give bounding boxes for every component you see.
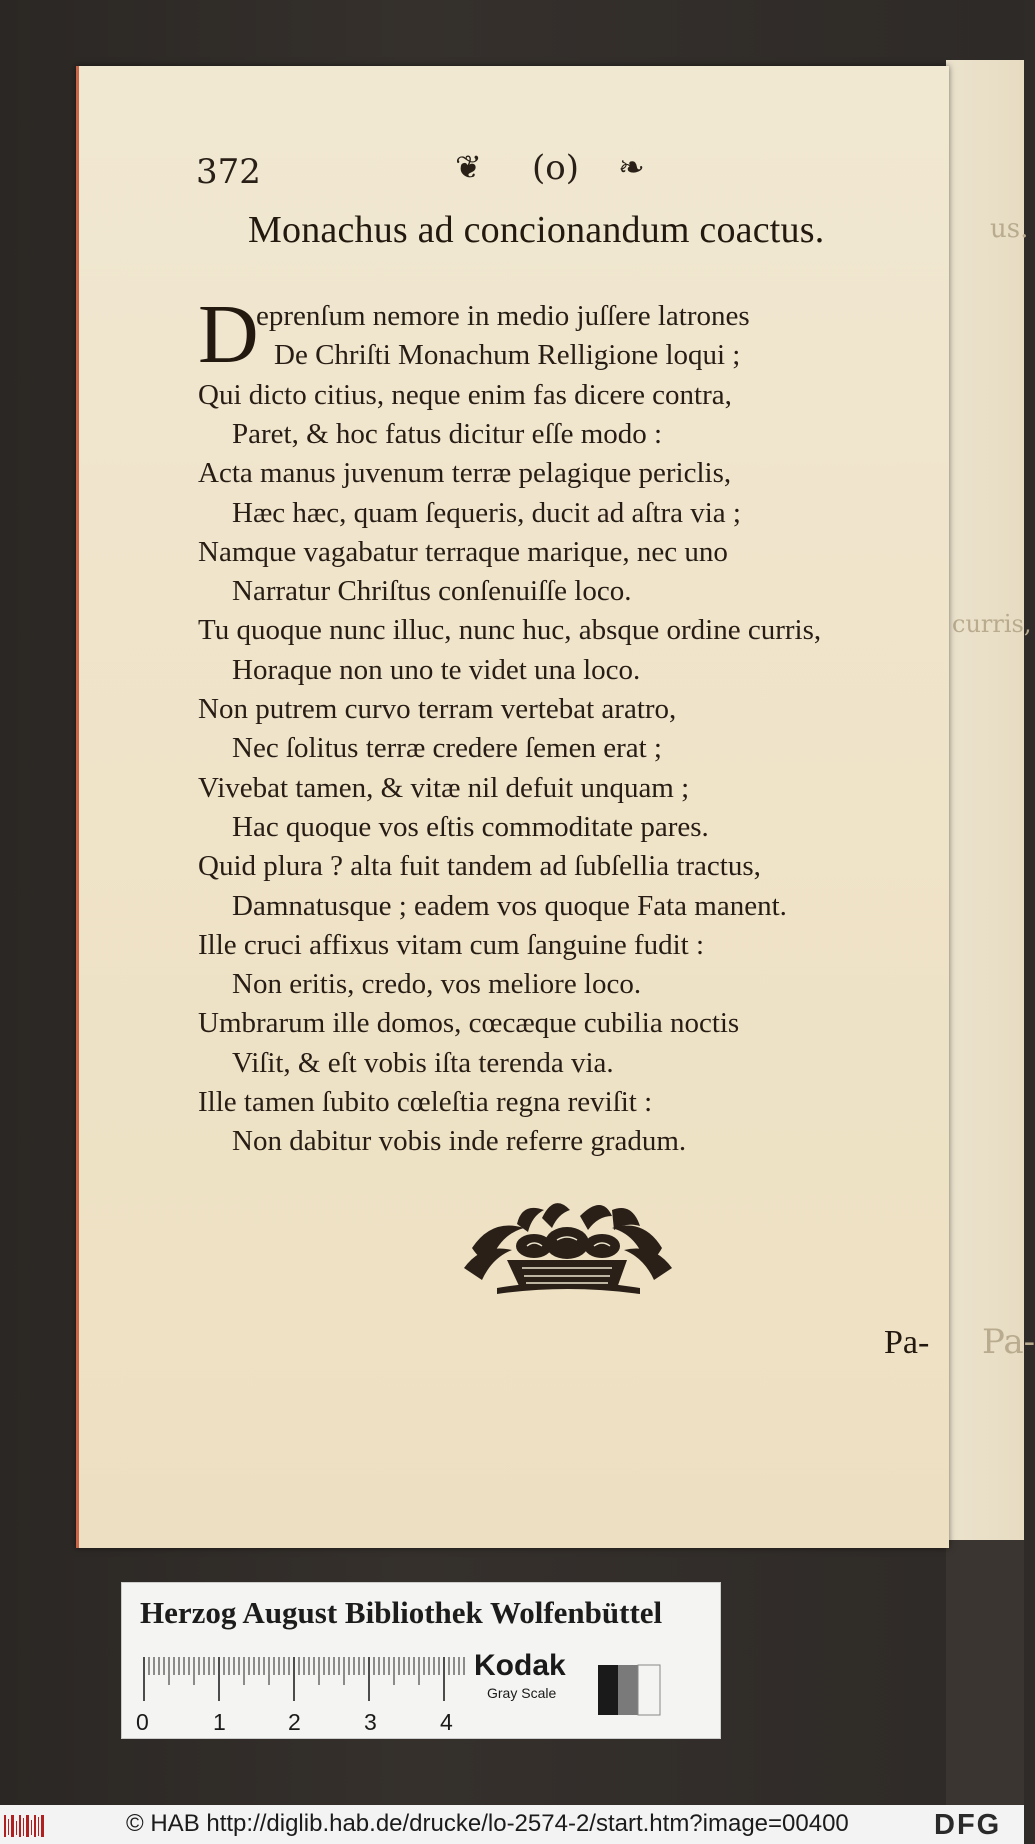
poem-line: Qui dicto citius, neque enim fas dicere contra, — [198, 378, 732, 411]
poem-line: Ille cruci affixus vitam cum ſanguine fudit : — [198, 928, 705, 961]
gray-swatch-icon — [598, 1665, 660, 1715]
poem-title: Monachus ad concionandum coactus. — [248, 209, 825, 251]
footer-bar — [0, 1805, 1024, 1844]
bleed-through-text: Pa- — [982, 1322, 1035, 1362]
poem-line: Horaque non uno te videt una loco. — [232, 653, 641, 686]
poem-line: Non dabitur vobis inde referre gradum. — [232, 1125, 687, 1158]
drop-cap: D — [198, 288, 259, 381]
poem-line: Narratur Chriſtus conſenuiſſe loco. — [232, 575, 632, 608]
poem-line: Paret, & hoc fatus dicitur eſſe modo : — [232, 417, 663, 450]
poem-line: Hac quoque vos eſtis commoditate pares. — [232, 810, 709, 843]
poem-line: Damnatusque ; eadem vos quoque Fata manent. — [232, 889, 787, 922]
poem-line: Umbrarum ille domos, cœcæque cubilia noctis — [198, 1007, 740, 1040]
poem-line: Namque vagabatur terraque marique, nec uno — [198, 535, 728, 568]
gray-scale-label: Gray Scale — [487, 1685, 557, 1701]
poem-line: De Chriſti Monachum Relligione loqui ; — [274, 339, 741, 372]
header-ornament: (o) — [532, 148, 579, 188]
ruler-number: 3 — [364, 1709, 377, 1735]
bleed-through-text: curris, — [952, 610, 1032, 638]
poem-line: Viſit, & eſt vobis iſta terenda via. — [232, 1046, 614, 1079]
ruler-number: 1 — [213, 1709, 226, 1735]
poem-line: Tu quoque nunc illuc, nunc huc, absque ordine curris, — [198, 614, 822, 647]
poem-line: Vivebat tamen, & vitæ nil defuit unquam ; — [198, 771, 690, 804]
bleed-through-text: us. — [990, 214, 1029, 244]
poem-line: Non eritis, credo, vos meliore loco. — [232, 968, 642, 1001]
color-reference-tag — [121, 1582, 721, 1739]
poem-line: Acta manus juvenum terræ pelagique periclis, — [198, 457, 732, 490]
ruler-number: 4 — [440, 1709, 453, 1735]
catchword: Pa- — [884, 1324, 930, 1361]
copyright-link[interactable]: © HAB http://diglib.hab.de/drucke/lo-2574-2/start.htm?image=00400 — [126, 1810, 849, 1837]
poem-line: Nec ſolitus terræ credere ſemen erat ; — [232, 732, 662, 765]
page-number: 372 — [196, 152, 261, 192]
adjacent-page-edge — [946, 60, 1024, 1540]
poem-line: Hæc hæc, quam ſequeris, ducit ad aſtra via ; — [232, 496, 741, 529]
poem-line: eprenſum nemore in medio juſſere latrones — [256, 300, 750, 332]
poem-line: Ille tamen ſubito cœleſtia regna reviſit : — [198, 1086, 653, 1118]
poem-line: Non putrem curvo terram vertebat aratro, — [198, 693, 677, 725]
fleuron-left-icon: ❦ — [455, 148, 482, 186]
flower-basket-ornament-icon — [462, 1188, 674, 1298]
ruler-number: 2 — [288, 1709, 301, 1735]
ruler-scale — [142, 1655, 472, 1707]
poem-line: Quid plura ? alta fuit tandem ad ſubſellia tractus, — [198, 850, 761, 883]
institution-name: Herzog August Bibliothek Wolfenbüttel — [140, 1595, 663, 1630]
dfg-logo: DFG — [934, 1809, 1002, 1841]
adjacent-page-shadow — [946, 1540, 1024, 1805]
fleuron-right-icon: ❧ — [618, 148, 645, 186]
ruler-number: 0 — [136, 1709, 149, 1735]
barcode-logo-icon — [4, 1813, 48, 1839]
kodak-label: Kodak — [474, 1649, 566, 1682]
